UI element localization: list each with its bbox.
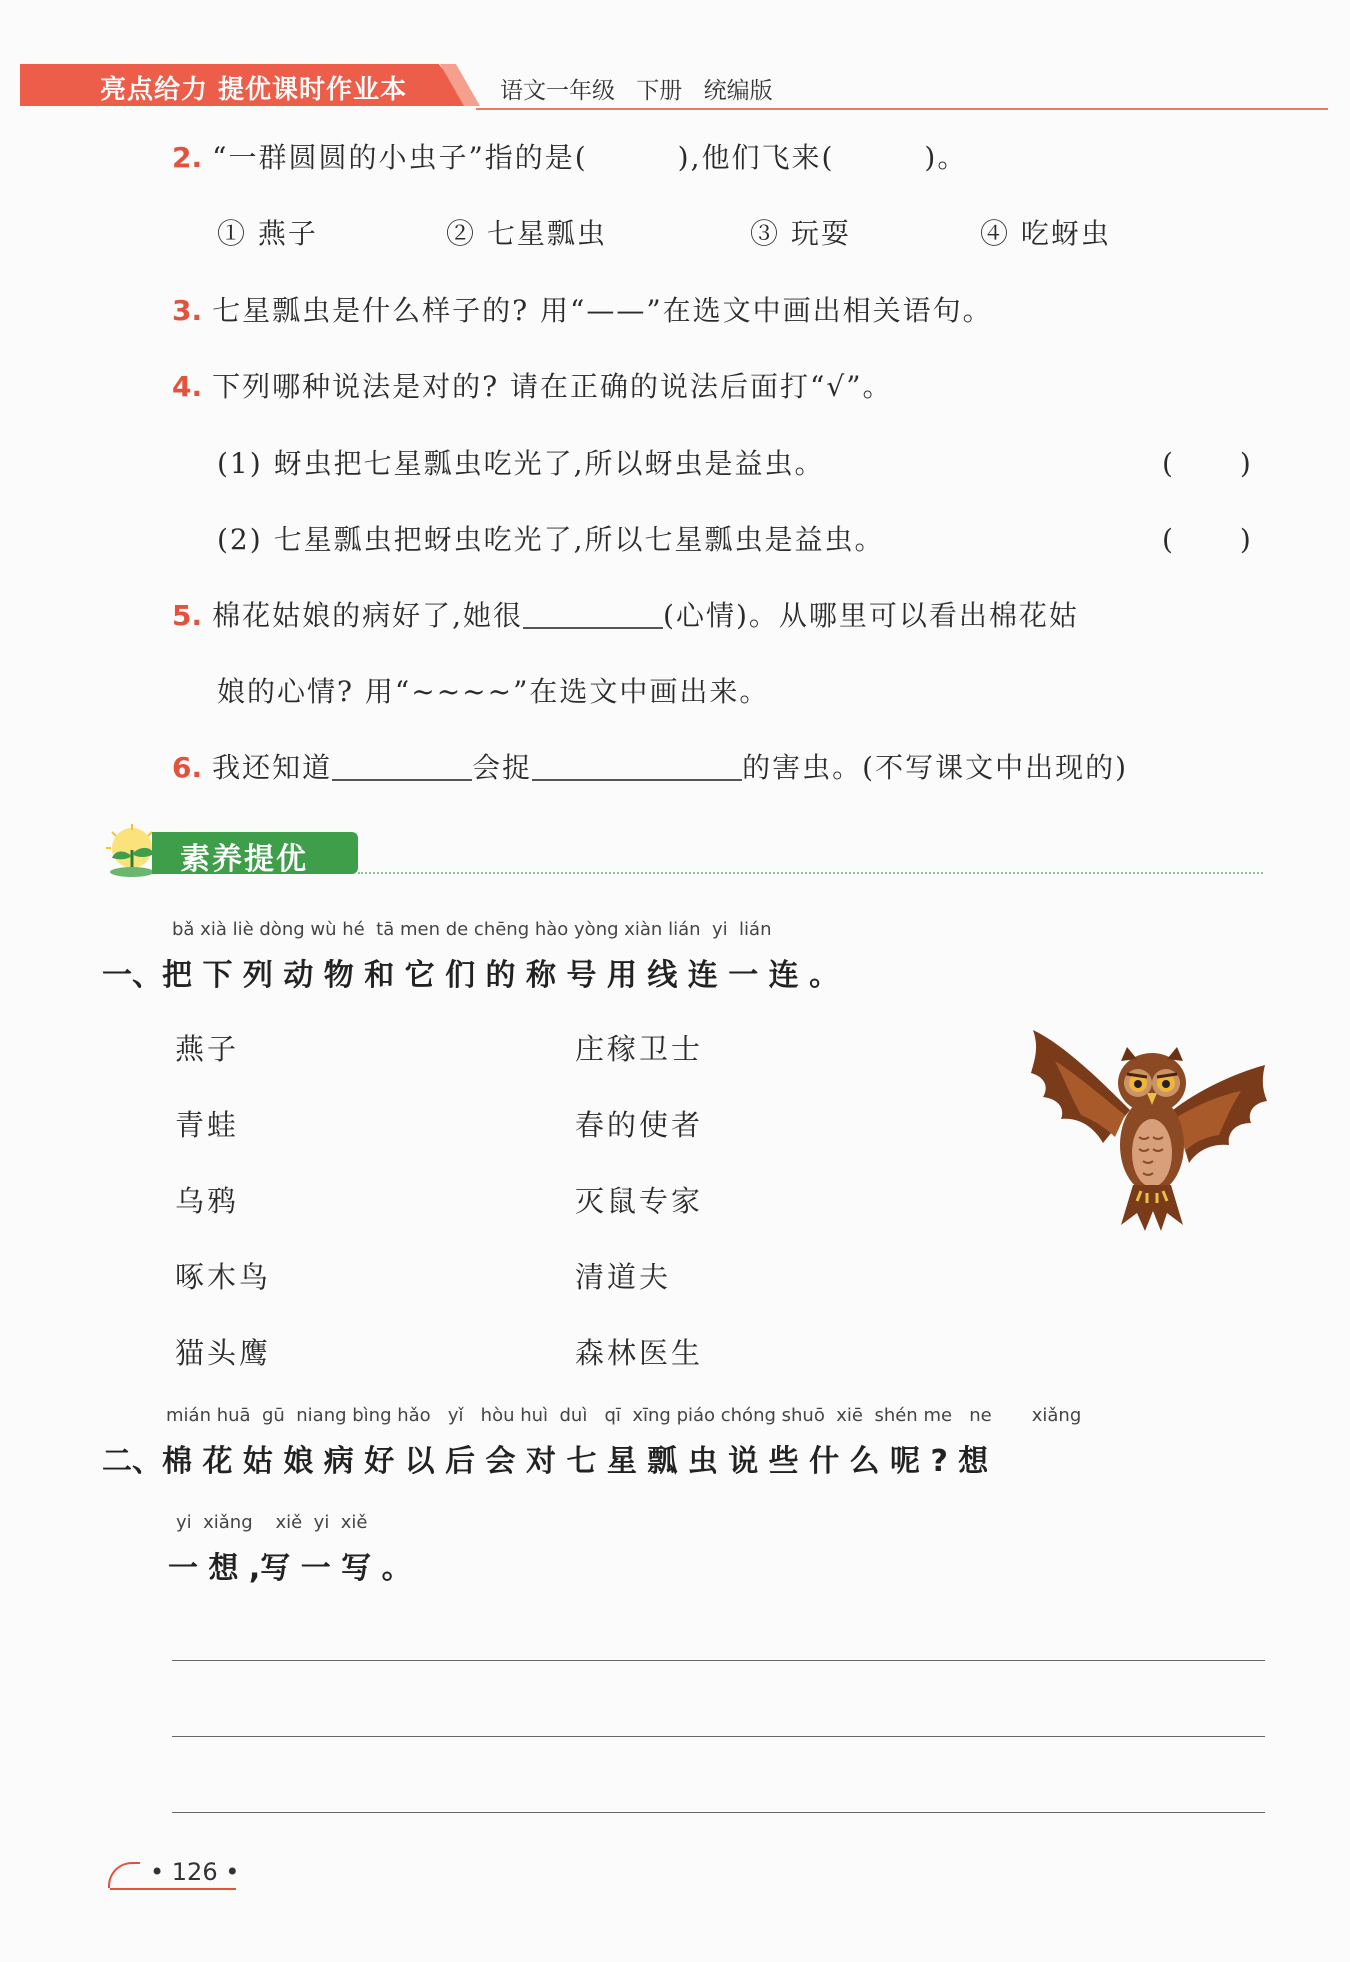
option-1: ① 燕子 <box>217 217 318 250</box>
animal-item[interactable]: 青蛙 <box>175 1108 240 1142</box>
book-subtitle: 语文一年级 下册 统编版 <box>500 78 773 104</box>
page-number-underline <box>110 1888 236 1890</box>
question-text: 下列哪种说法是对的? 请在正确的说法后面打“√”。 <box>212 370 893 403</box>
animal-item[interactable]: 啄木鸟 <box>175 1260 272 1294</box>
task-1-pinyin: bǎ xià liè dòng wù hé tā men de chēng hào yòng xiàn lián yi lián <box>172 919 772 940</box>
title-item[interactable]: 庄稼卫士 <box>575 1032 704 1066</box>
option-4: ④ 吃蚜虫 <box>980 217 1111 250</box>
writing-line[interactable] <box>172 1660 1265 1661</box>
question-4 <box>172 365 893 405</box>
writing-line[interactable] <box>172 1736 1265 1737</box>
section-divider <box>358 872 1263 874</box>
pest-blank[interactable] <box>532 749 742 781</box>
bird-blank[interactable] <box>332 749 472 781</box>
question-text-b: 会捉 <box>472 751 533 784</box>
question-5 <box>172 594 1079 634</box>
header-rule <box>476 108 1328 110</box>
book-title: 亮点给力 提优课时作业本 <box>100 75 408 105</box>
title-item[interactable]: 灭鼠专家 <box>575 1184 704 1218</box>
question-number: 6. <box>172 751 203 784</box>
question-3 <box>172 289 993 329</box>
question-text-c: 的害虫。(不写课文中出现的) <box>742 751 1129 784</box>
question-text: “一群圆圆的小虫子”指的是( ),他们飞来( )。 <box>212 141 968 174</box>
title-item[interactable]: 森林医生 <box>575 1336 704 1370</box>
task-2-instruction-line-2: 一 想 ,写 一 写 。 <box>168 1551 412 1586</box>
question-text-a: 棉花姑娘的病好了,她很 <box>212 599 524 632</box>
question-number: 2. <box>172 141 203 174</box>
question-text-a: 我还知道 <box>212 751 333 784</box>
writing-line[interactable] <box>172 1812 1265 1813</box>
question-text: 七星瓢虫是什么样子的? 用“——”在选文中画出相关语句。 <box>212 294 993 327</box>
statement-1: (1) 蚜虫把七星瓢虫吃光了,所以蚜虫是益虫。 <box>217 447 825 480</box>
option-3: ③ 玩耍 <box>750 217 851 250</box>
page-number: • 126 • <box>150 1858 240 1886</box>
question-text-b: (心情)。从哪里可以看出棉花姑 <box>663 599 1079 632</box>
question-number: 5. <box>172 599 203 632</box>
owl-illustration <box>1025 1025 1270 1240</box>
page-number-decoration <box>108 1862 140 1888</box>
task-1-instruction: 一、把 下 列 动 物 和 它 们 的 称 号 用 线 连 一 连 。 <box>102 958 840 993</box>
question-number: 3. <box>172 294 203 327</box>
option-2: ② 七星瓢虫 <box>446 217 607 250</box>
question-number: 4. <box>172 370 203 403</box>
task-2-pinyin-line-2: yi xiǎng xiě yi xiě <box>176 1512 368 1533</box>
task-2-pinyin-line-1: mián huā gū niang bìng hǎo yǐ hòu huì duì qī xīng piáo chóng shuō xiē shén me ne xiǎng <box>166 1405 1082 1426</box>
question-5-continued: 娘的心情? 用“~~~~”在选文中画出来。 <box>217 675 770 708</box>
title-item[interactable]: 清道夫 <box>575 1260 672 1294</box>
task-2-instruction-line-1: 二、棉 花 姑 娘 病 好 以 后 会 对 七 星 瓢 虫 说 些 什 么 呢 ? 想 <box>102 1444 989 1479</box>
answer-paren-1[interactable]: ( ) <box>1162 447 1251 480</box>
section-title: 素养提优 <box>180 842 308 877</box>
feeling-blank[interactable] <box>523 597 663 629</box>
animal-item[interactable]: 猫头鹰 <box>175 1336 272 1370</box>
animal-item[interactable]: 燕子 <box>175 1032 240 1066</box>
title-item[interactable]: 春的使者 <box>575 1108 704 1142</box>
question-6 <box>172 746 1128 786</box>
statement-2: (2) 七星瓢虫把蚜虫吃光了,所以七星瓢虫是益虫。 <box>217 523 885 556</box>
answer-paren-2[interactable]: ( ) <box>1162 523 1251 556</box>
question-2 <box>172 136 967 176</box>
animal-item[interactable]: 乌鸦 <box>175 1184 240 1218</box>
